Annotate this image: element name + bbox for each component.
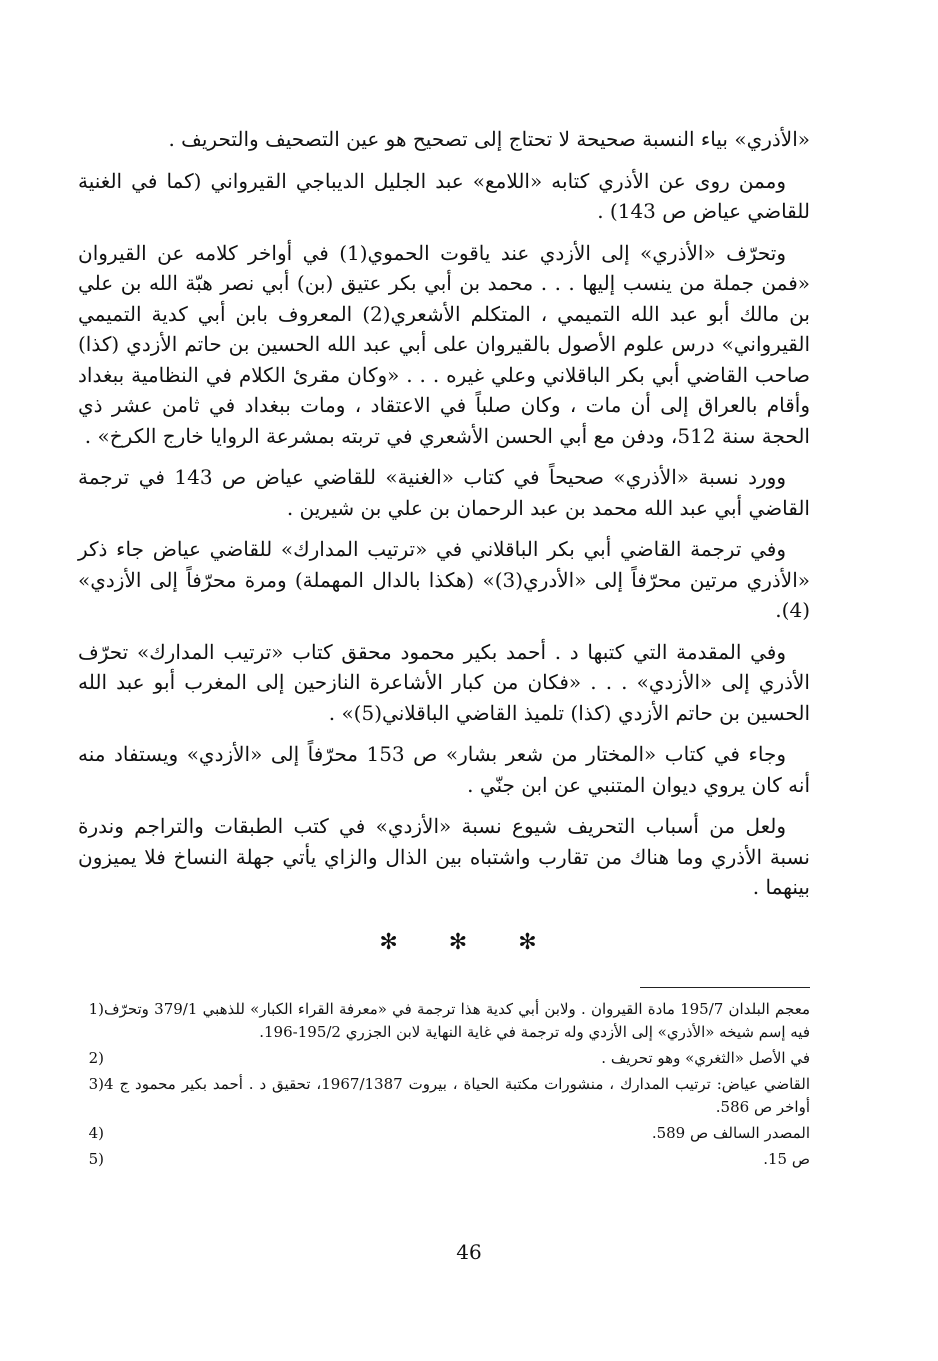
page-number: 46	[456, 1240, 482, 1264]
paragraph-3: وتحرّف «الأذري» إلى الأزدي عند ياقوت الحموي(1) في أواخر كلامه عن القيروان «فمن جملة من ينسب إليها . . . محمد بن أبي بكر عتيق (بن) أبي نصر هبّة الله بن علي بن مالك أبو عبد الله التميمي ، المتكلم الأشعري(2) المعروف بابن أبي كدية التميمي القيرواني» درس علوم الأصول بالقيروان على أبي عبد الله الحسين بن حاتم الأزدي (كذا) صاحب القاضي أبي بكر الباقلاني وعلي غيره . . . «وكان مقرئ الكلام في النظامية ببغداد وأقام بالعراق إلى أن مات ، وكان صلباً في الاعتقاد ، ومات ببغداد في ثامن عشر ذي الحجة سنة 512، ودفن مع أبي الحسن الأشعري في تربته بمشرعة الروايا خارج الكرخ» .	[78, 240, 810, 448]
footnote-divider	[640, 987, 810, 988]
footnote-text: المصدر السالف ص 589.	[651, 1124, 810, 1142]
paragraph-8: ولعل من أسباب التحريف شيوع نسبة «الأزدي» في كتب الطبقات والتراجم وندرة نسبة الأذري وما هناك من تقارب واشتباه بين الذال والزاي يأتي جهلة النساخ فلا يميزون بينهما .	[78, 814, 810, 899]
paragraph-5: وفي ترجمة القاضي أبي بكر الباقلاني في «ترتيب المدارك» للقاضي عياض جاء ذكر «الأذري مرتين محرّفاً إلى «الأدري(3)» (هكذا بالدال المهملة) ومرة محرّفاً إلى الأزدي» (4).	[78, 537, 811, 622]
footnote-number: 3)	[88, 1075, 104, 1093]
footnote-number: 5)	[88, 1150, 104, 1168]
paragraph-4: وورد نسبة «الأذري» صحيحاً في كتاب «الغنية» للقاضي عياض ص 143 في ترجمة القاضي أبي عبد الله محمد بن عبد الرحمان بن علي بن شيرين .	[78, 465, 810, 520]
footnote-number: 1)	[88, 1000, 104, 1018]
paragraph-7: وجاء في كتاب «المختار من شعر بشار» ص 153 محرّفاً إلى «الأزدي» ويستفاد منه أنه كان يروي ديوان المتنبي عن ابن جنّي .	[78, 742, 810, 797]
footnote-text: معجم البلدان 195/7 مادة القيروان . ولابن أبي كدية هذا ترجمة في «معرفة القراء الكبار» للذهبي 379/1 وتحرّف فيه إسم شيخه «الأذري» إلى الأزدي وله ترجمة في غاية النهاية لابن الجزري 195/2-196.	[104, 1000, 810, 1041]
paragraph-1: «الأذري» بياء النسبة صحيحة لا تحتاج إلى تصحيح هو عين التصحيف والتحريف .	[168, 127, 810, 151]
footnote-text: ص 15.	[763, 1150, 810, 1168]
footnote-1	[78, 998, 810, 1044]
footnotes	[78, 998, 810, 1174]
main-text	[78, 124, 810, 914]
footnote-2	[78, 1047, 810, 1070]
paragraph-6: وفي المقدمة التي كتبها د . أحمد بكير محمود محقق كتاب «ترتيب المدارك» تحرّف الأذري إلى «الأزدي» . . . «فكان من كبار الأشاعرة النازحين إلى المغرب أبو عبد الله الحسين بن حاتم الأزدي (كذا) تلميذ القاضي الباقلاني(5)» .	[78, 639, 810, 725]
footnote-number: 4)	[88, 1124, 104, 1142]
footnote-text: في الأصل «الثغري» وهو تحريف .	[601, 1049, 810, 1067]
footnote-text: القاضي عياض: ترتيب المدارك ، منشورات مكتبة الحياة ، بيروت 1967/1387، تحقيق د . أحمد بكير محمود ج 4 أواخر ص 586.	[104, 1075, 811, 1116]
footnote-number: 2)	[88, 1049, 104, 1067]
paragraph-2: وممن روى عن الأذري كتابه «اللامع» عبد الجليل الديباجي القيرواني (كما في الغنية للقاضي عياض ص 143) .	[78, 168, 810, 223]
footnote-5	[78, 1148, 810, 1171]
footnote-3	[78, 1073, 810, 1119]
footnote-4	[78, 1122, 810, 1145]
section-ornament: ✻ ✻ ✻	[379, 930, 559, 955]
